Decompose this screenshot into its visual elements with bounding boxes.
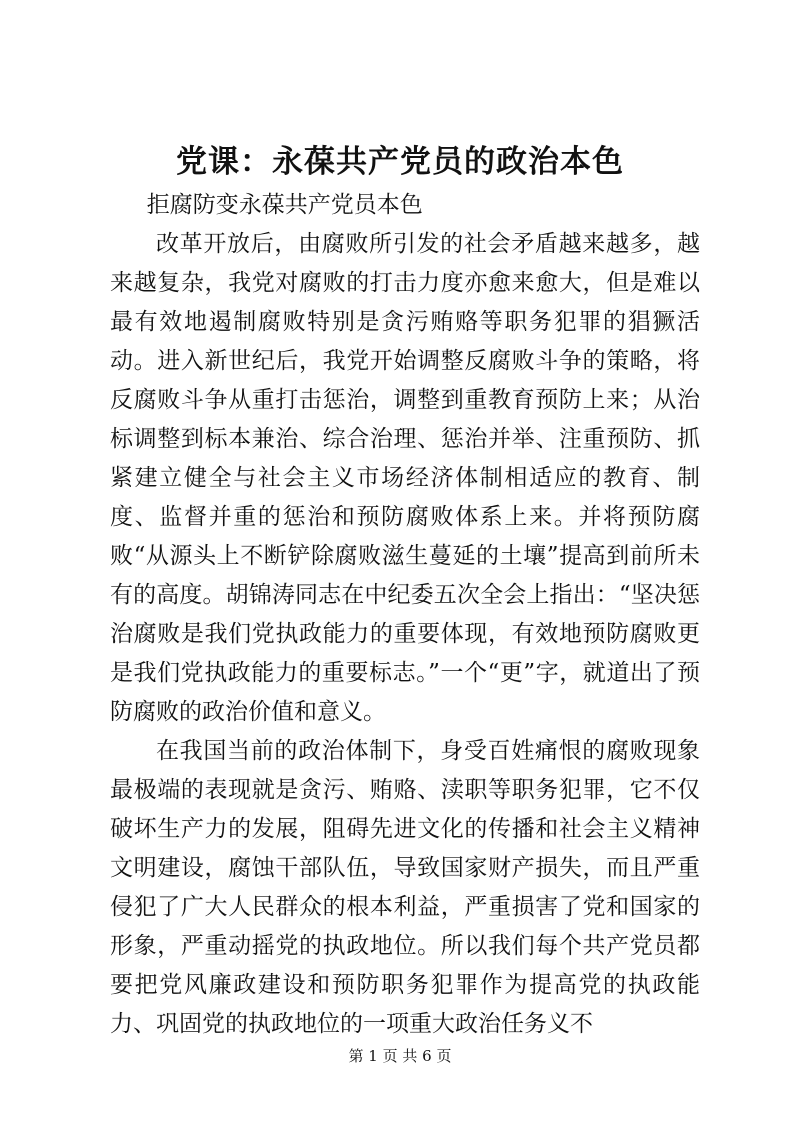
document-subtitle: 拒腐防变永葆共产党员本色 — [146, 192, 423, 218]
body-paragraph: 在我国当前的政治体制下，身受百姓痛恨的腐败现象最极端的表现就是贪污、贿赂、渎职等职务犯罪，它不仅破坏生产力的发展，阻碍先进文化的传播和社会主义精神文明建设，腐蚀干部队伍，导致国家财产损失，而且严重侵犯了广大人民群众的根本利益，严重损害了党和国家的形象，严重动摇党的执政地位。所以我们每个共产党员都要把党风廉政建设和预防职务犯罪作为提高党的执政能力、巩固党的执政地位的一项重大政治任务义不 — [110, 738, 700, 1037]
page-footer: 第 1 页 共 6 页 — [348, 1047, 452, 1065]
page-title: 党课：永葆共产党员的政治本色 — [176, 144, 624, 180]
body-paragraph: 改革开放后，由腐败所引发的社会矛盾越来越多，越来越复杂，我党对腐败的打击力度亦愈来愈大，但是难以最有效地遏制腐败特别是贪污贿赂等职务犯罪的猖獗活动。进入新世纪后，我党开始调整反腐败斗争的策略，将反腐败斗争从重打击惩治，调整到重教育预防上来；从治标调整到标本兼治、综合治理、惩治并举、注重预防、抓紧建立健全与社会主义市场经济体制相适应的教育、制度、监督并重的惩治和预防腐败体系上来。并将预防腐败“从源头上不断铲除腐败滋生蔓延的土壤”提高到前所未有的高度。胡锦涛同志在中纪委五次全会上指出：“坚决惩治腐败是我们党执政能力的重要体现，有效地预防腐败更是我们党执政能力的重要标志。”一个“更”字，就道出了预防腐败的政治价值和意义。 — [110, 231, 700, 725]
document-body — [110, 186, 700, 1044]
